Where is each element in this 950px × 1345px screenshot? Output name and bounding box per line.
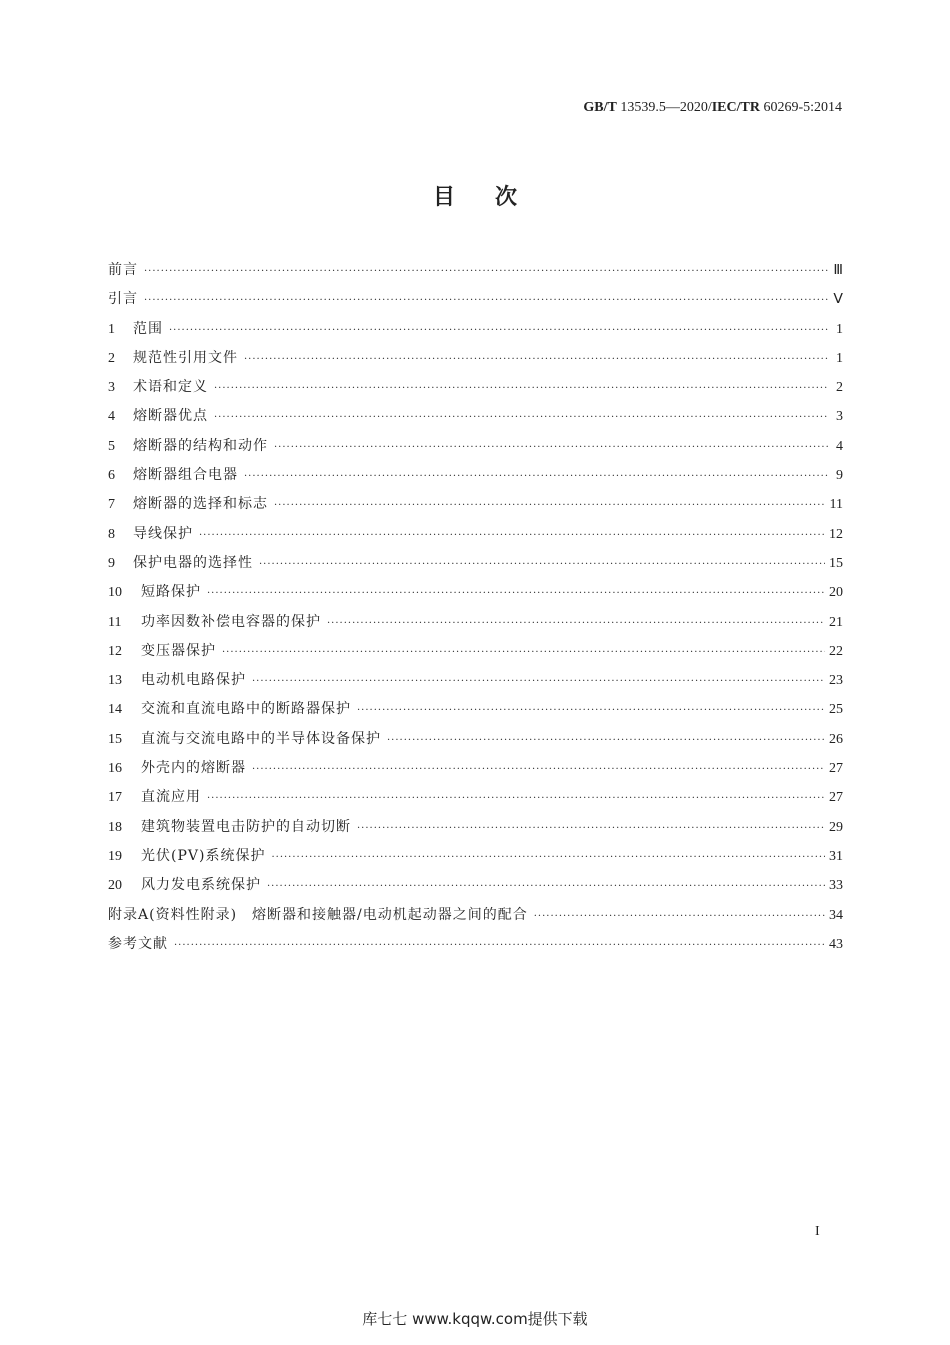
toc-label: 熔断器的选择和标志 [133,496,268,513]
toc-page: 1 [836,321,843,337]
toc-entry[interactable] [108,698,843,727]
std-code-part: GB/T [583,100,617,115]
toc-label: 规范性引用文件 [133,349,238,366]
leader-dots [327,618,825,629]
toc-number: 8 [108,526,115,542]
leader-dots [174,940,825,951]
toc-entry[interactable] [108,816,843,845]
toc-label: 熔断器优点 [133,408,208,425]
toc-page: 26 [829,731,843,747]
toc-entry[interactable] [108,376,843,405]
toc-number: 15 [108,731,122,747]
toc-page: 22 [829,643,843,659]
toc-label: 电动机电路保护 [141,672,246,689]
standard-code [583,100,842,116]
leader-dots [357,705,825,716]
page-title: 目次 [432,185,557,210]
leader-dots [252,764,825,775]
toc-number: 7 [108,497,115,513]
leader-dots [169,325,829,336]
leader-dots [259,559,825,570]
toc-page: 23 [829,673,843,689]
page-number: I [815,1224,820,1239]
toc-page: 20 [829,585,843,601]
toc-label: 交流和直流电路中的断路器保护 [141,701,351,718]
leader-dots [199,530,825,541]
leader-dots [207,793,825,804]
toc-entry[interactable] [108,523,843,552]
toc-number: 9 [108,555,115,571]
toc-page: 4 [836,438,843,454]
toc-entry[interactable] [108,552,843,581]
toc-number: 5 [108,438,115,454]
toc-label: 风力发电系统保护 [141,877,261,894]
toc-label: 导线保护 [133,525,193,542]
toc-page: 1 [836,350,843,366]
leader-dots [214,412,829,423]
leader-dots [244,354,829,365]
toc-label: 外壳内的熔断器 [141,760,246,777]
toc-number: 4 [108,409,115,425]
toc-label: 变压器保护 [141,642,216,659]
toc-page: 12 [829,526,843,542]
toc-number: 18 [108,819,122,835]
leader-dots [357,823,825,834]
leader-dots [274,442,829,453]
toc-entry[interactable] [108,845,843,874]
toc-number: 19 [108,848,122,864]
toc-page: 34 [829,907,843,923]
toc-label: 引言 [108,291,138,308]
toc-page: 9 [836,468,843,484]
leader-dots [252,676,825,687]
toc-label: 附录A(资料性附录) 熔断器和接触器/电动机起动器之间的配合 [108,906,528,923]
toc-entry[interactable] [108,933,843,962]
toc-number: 11 [108,614,122,630]
toc-page: 15 [829,555,843,571]
toc-number: 10 [108,585,122,601]
toc-label: 保护电器的选择性 [133,554,253,571]
toc-label: 范围 [133,320,163,337]
toc-label: 功率因数补偿电容器的保护 [141,613,321,630]
toc-label: 直流与交流电路中的半导体设备保护 [141,730,381,747]
toc-page: Ⅲ [833,263,843,278]
toc-page: Ⅴ [833,292,843,308]
toc-page: 21 [829,614,843,630]
toc-page: 11 [829,497,843,513]
toc-label: 术语和定义 [133,379,208,396]
leader-dots [267,881,825,892]
toc-entry[interactable] [108,904,843,933]
toc-number: 13 [108,673,122,689]
toc-entry[interactable] [108,728,843,757]
toc-number: 20 [108,878,122,894]
toc-entry[interactable] [108,405,843,434]
toc-entry[interactable] [108,611,843,640]
toc-entry[interactable] [108,757,843,786]
toc-page: 25 [829,702,843,718]
table-of-contents [108,259,843,962]
toc-entry[interactable] [108,669,843,698]
toc-label: 熔断器的结构和动作 [133,437,268,454]
leader-dots [274,500,826,511]
toc-page: 43 [829,936,843,952]
leader-dots [387,735,825,746]
toc-page: 29 [829,819,843,835]
std-code-part: IEC/TR [711,100,760,115]
leader-dots [222,647,825,658]
leader-dots [144,295,829,306]
toc-label: 短路保护 [141,584,201,601]
toc-page: 31 [829,848,843,864]
toc-page: 2 [836,380,843,396]
toc-entry[interactable] [108,874,843,903]
toc-entry[interactable] [108,640,843,669]
toc-number: 3 [108,380,115,396]
toc-page: 27 [829,790,843,806]
footer: 库七七 www.kqqw.com提供下载 [362,1310,588,1328]
toc-label: 参考文献 [108,935,168,952]
toc-label: 直流应用 [141,789,201,806]
leader-dots [244,471,829,482]
toc-number: 6 [108,468,115,484]
toc-number: 1 [108,321,115,337]
toc-entry[interactable] [108,786,843,815]
toc-entry[interactable] [108,259,843,288]
toc-entry[interactable] [108,493,843,522]
toc-number: 16 [108,761,122,777]
toc-page: 3 [836,409,843,425]
toc-number: 17 [108,790,122,806]
std-code-part: 13539.5—2020/ [616,100,712,115]
toc-entry[interactable] [108,318,843,347]
toc-number: 14 [108,702,122,718]
toc-entry[interactable] [108,581,843,610]
toc-number: 12 [108,643,122,659]
toc-entry[interactable] [108,464,843,493]
leader-dots [144,266,829,277]
leader-dots [207,588,825,599]
toc-label: 光伏(PV)系统保护 [141,847,266,864]
toc-entry[interactable] [108,435,843,464]
toc-page: 33 [829,878,843,894]
toc-label: 熔断器组合电器 [133,467,238,484]
std-code-part: 60269-5:2014 [759,100,842,115]
toc-label: 建筑物装置电击防护的自动切断 [141,818,351,835]
toc-entry[interactable] [108,347,843,376]
toc-entry[interactable] [108,288,843,317]
toc-label: 前言 [108,262,138,278]
leader-dots [271,852,825,863]
toc-number: 2 [108,350,115,366]
leader-dots [214,383,829,394]
toc-page: 27 [829,761,843,777]
leader-dots [534,911,825,922]
